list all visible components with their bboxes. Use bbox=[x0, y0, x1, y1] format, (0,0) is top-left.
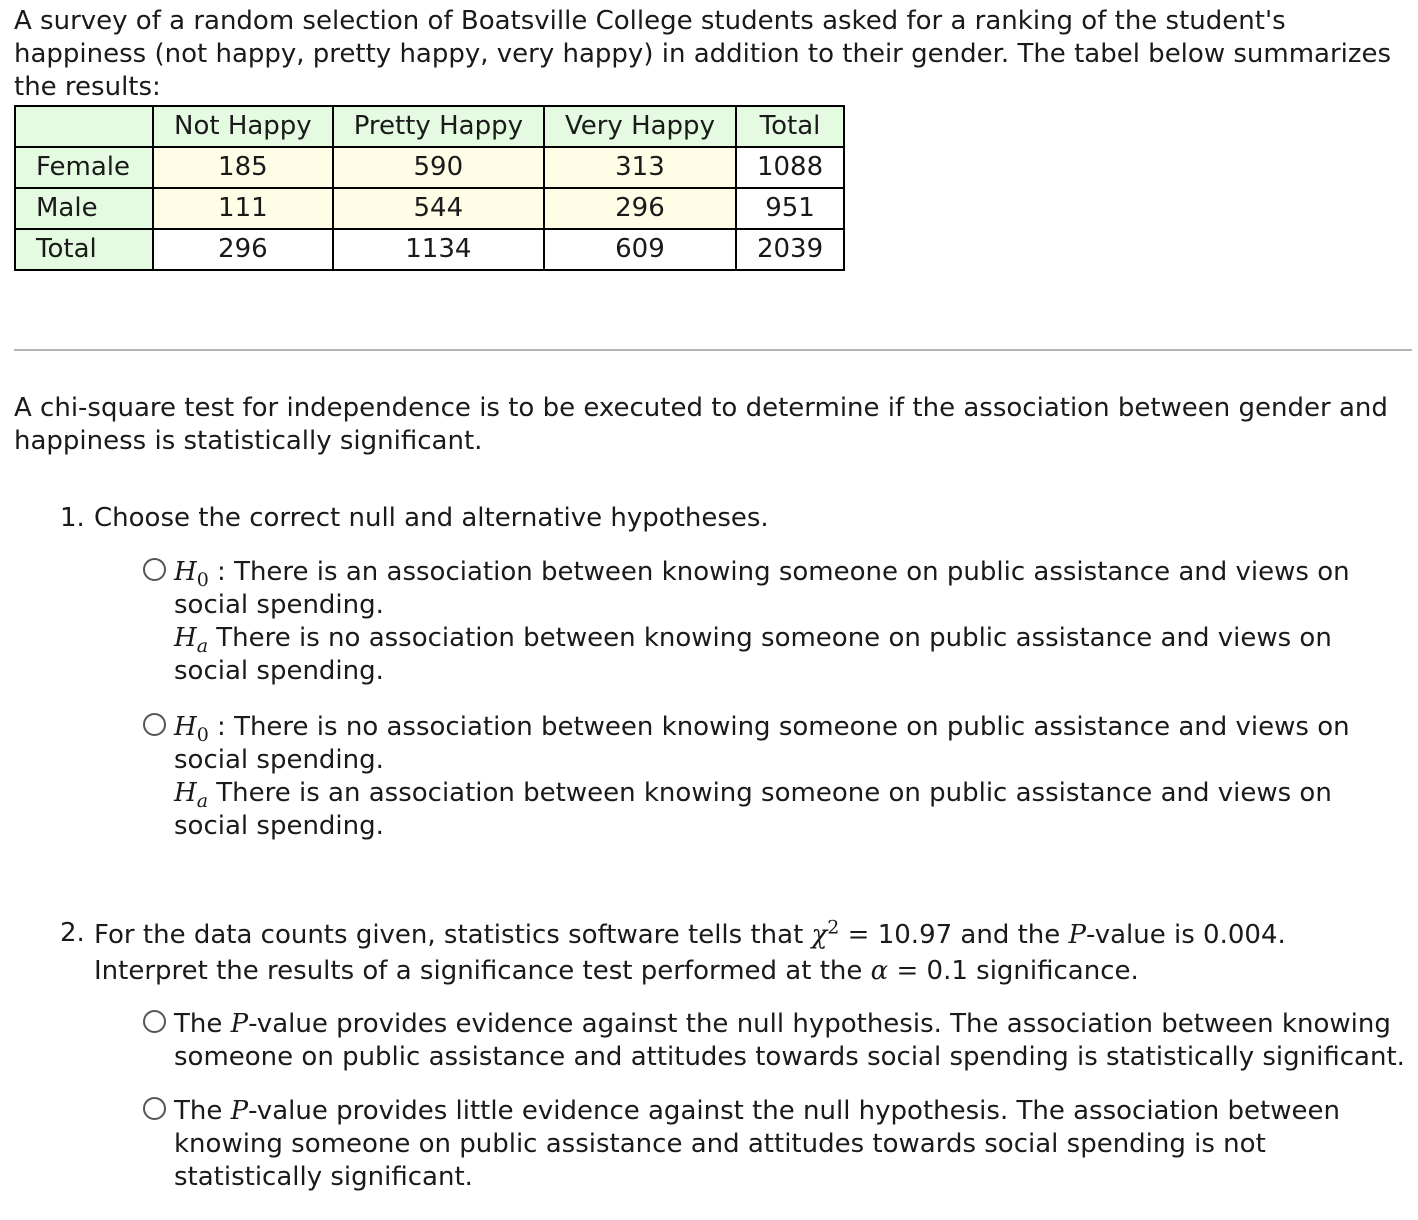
ha-symbol: $H_a$ bbox=[174, 778, 209, 812]
q2-option-1-radio[interactable] bbox=[143, 1010, 166, 1033]
table-cell: 544 bbox=[333, 188, 544, 229]
q1-option-2-radio[interactable] bbox=[143, 713, 166, 736]
question-2-text: For the data counts given, statistics software tells that $\chi^2 = 10.97$ and the P-value is 0.004. Interpret the results of a significance test performed at the α = 0.1 significance. bbox=[94, 916, 1286, 986]
table-header-cell: Pretty Happy bbox=[333, 106, 544, 147]
table-cell: 296 bbox=[544, 188, 736, 229]
null-hypothesis: $H_0$ : There is no association between knowing someone on public assistance and views on social spending. bbox=[174, 712, 1350, 775]
intro-paragraph: A survey of a random selection of Boatsville College students asked for a ranking of the student's happiness (not happy, pretty happy, very happy) in addition to their gender. The tabel below summarizes the results: bbox=[14, 6, 1392, 102]
table-cell: 185 bbox=[153, 147, 333, 188]
section-divider bbox=[14, 349, 1412, 351]
table-row-label: Male bbox=[15, 188, 153, 229]
q2-option-2-radio[interactable] bbox=[143, 1097, 166, 1120]
chi-square-symbol: $\chi^2$ bbox=[811, 916, 840, 950]
table-cell: 313 bbox=[544, 147, 736, 188]
table-row bbox=[15, 188, 844, 229]
question-1-number: 1. bbox=[60, 503, 85, 533]
ha-symbol: $H_a$ bbox=[174, 623, 209, 657]
q1-option-1-label bbox=[174, 556, 1406, 688]
null-hypothesis: $H_0$ : There is an association between knowing someone on public assistance and views on social spending. bbox=[174, 557, 1350, 620]
table-cell: 590 bbox=[333, 147, 544, 188]
table-cell: 951 bbox=[736, 188, 844, 229]
table-row bbox=[15, 229, 844, 270]
table-header-cell: Total bbox=[736, 106, 844, 147]
q1-option-2-label bbox=[174, 711, 1406, 843]
table-cell: 111 bbox=[153, 188, 333, 229]
table-cell: 1088 bbox=[736, 147, 844, 188]
chi-square-value: 10.97 bbox=[877, 920, 953, 950]
q1-option-1-radio[interactable] bbox=[143, 558, 166, 581]
table-cell: 1134 bbox=[333, 229, 544, 270]
table-row-label: Total bbox=[15, 229, 153, 270]
question-2-number: 2. bbox=[60, 918, 85, 948]
table-row bbox=[15, 147, 844, 188]
p-symbol: P bbox=[230, 1009, 249, 1039]
p-symbol: P bbox=[230, 1096, 249, 1126]
h0-symbol: $H_0$ bbox=[174, 557, 209, 591]
question-1-text: Choose the correct null and alternative hypotheses. bbox=[94, 503, 769, 533]
alternative-hypothesis: $H_a$ There is no association between knowing someone on public assistance and views on social spending. bbox=[174, 623, 1332, 686]
table-cell: 296 bbox=[153, 229, 333, 270]
table-row-label: Female bbox=[15, 147, 153, 188]
table-cell: 609 bbox=[544, 229, 736, 270]
table-header-cell bbox=[15, 106, 153, 147]
p-symbol: P bbox=[1068, 920, 1087, 950]
table-header-row bbox=[15, 106, 844, 147]
q2-option-2-label: The P-value provides little evidence against the null hypothesis. The association between knowing someone on public assistance and attitudes towards social spending is not statistically significant. bbox=[174, 1096, 1340, 1192]
h0-symbol: $H_0$ bbox=[174, 712, 209, 746]
survey-table bbox=[14, 105, 845, 271]
q2-option-1-label: The P-value provides evidence against the null hypothesis. The association between knowing someone on public assistance and attitudes towards social spending is statistically significant. bbox=[174, 1009, 1405, 1072]
table-cell: 2039 bbox=[736, 229, 844, 270]
table-header-cell: Not Happy bbox=[153, 106, 333, 147]
alternative-hypothesis: $H_a$ There is an association between knowing someone on public assistance and views on social spending. bbox=[174, 778, 1332, 841]
alpha-symbol: α bbox=[870, 956, 889, 986]
chi-square-intro: A chi-square test for independence is to be executed to determine if the association between gender and happiness is statistically significant. bbox=[14, 393, 1388, 456]
table-header-cell: Very Happy bbox=[544, 106, 736, 147]
alpha-value: 0.1 bbox=[926, 956, 968, 986]
